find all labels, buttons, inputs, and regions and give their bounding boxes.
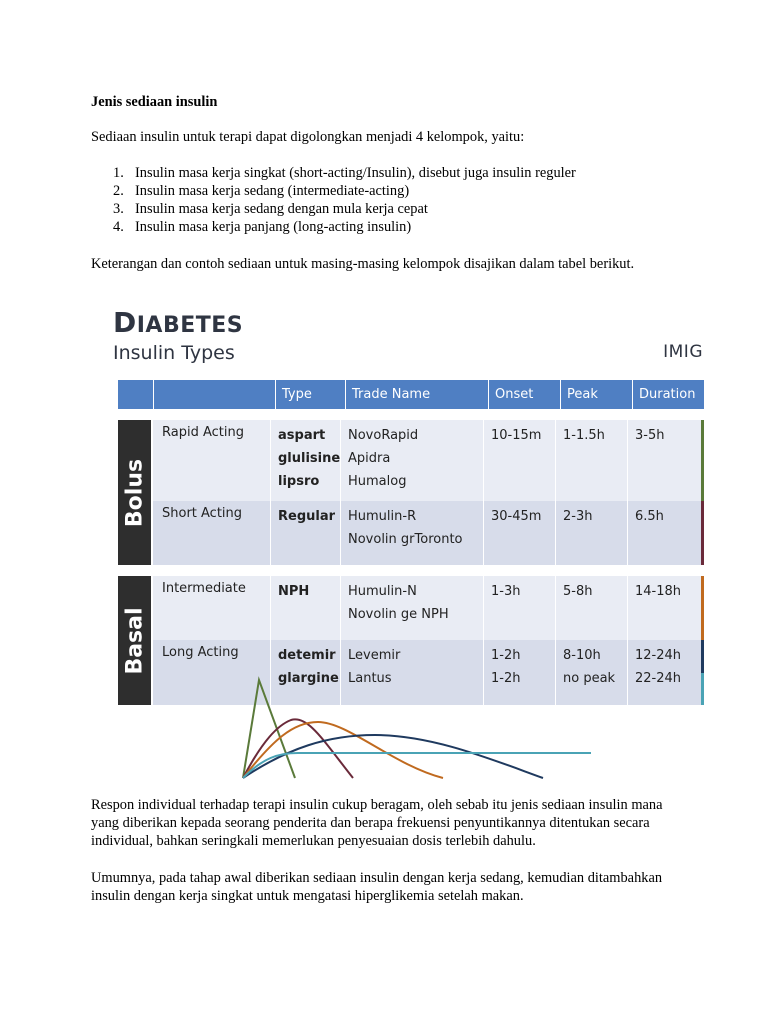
- onset-cell: 30-45m: [483, 501, 555, 565]
- type-cell: aspart glulisine lipsro: [270, 420, 340, 501]
- trade-name-cell: Humulin-R Novolin grToronto: [340, 501, 483, 565]
- brand-logo: IMIG: [663, 342, 703, 362]
- trade-name-cell: Humulin-N Novolin ge NPH: [340, 576, 483, 640]
- infographic-subtitle: Insulin Types: [113, 342, 235, 364]
- group-label-bolus: Bolus: [118, 420, 151, 565]
- type-cell: Regular: [270, 501, 340, 565]
- insulin-action-curves: [113, 300, 713, 782]
- category-cell: Short Acting: [162, 506, 243, 521]
- type-cell: NPH: [270, 576, 340, 640]
- section-heading: Jenis sediaan insulin: [91, 94, 218, 110]
- duration-cell: 3-5h: [627, 420, 704, 501]
- infographic-title: DIABETES: [113, 306, 244, 339]
- duration-cell: 12-24h 22-24h: [627, 640, 704, 705]
- peak-cell: 5-8h: [555, 576, 627, 640]
- header-type: Type: [275, 380, 345, 409]
- glargine-curve: [243, 753, 591, 778]
- category-cell: Long Acting: [162, 645, 239, 660]
- duration-cell: 6.5h: [627, 501, 704, 565]
- list-item: 3. Insulin masa kerja sedang dengan mula kerja cepat: [113, 201, 428, 217]
- type-cell: detemir glargine: [270, 640, 340, 705]
- duration-cell: 14-18h: [627, 576, 704, 640]
- group-label-basal: Basal: [118, 576, 151, 705]
- header-duration: Duration: [632, 380, 704, 409]
- header-trade-name: Trade Name: [345, 380, 488, 409]
- intermediate-curve: [243, 722, 443, 778]
- list-item: 2. Insulin masa kerja sedang (intermediate-acting): [113, 183, 410, 199]
- insulin-group-list: [91, 164, 576, 236]
- peak-cell: 1-1.5h: [555, 420, 627, 501]
- peak-cell: 2-3h: [555, 501, 627, 565]
- body-paragraph-2: Umumnya, pada tahap awal diberikan sediaan insulin dengan kerja sedang, kemudian ditambahkan insulin dengan kerja singkat untuk mengatasi hiperglikemia setelah makan.: [91, 870, 663, 904]
- trade-name-cell: Levemir Lantus: [340, 640, 483, 705]
- trade-name-cell: NovoRapid Apidra Humalog: [340, 420, 483, 501]
- category-cell: Rapid Acting: [162, 425, 244, 440]
- list-item: 4. Insulin masa kerja panjang (long-acting insulin): [113, 219, 412, 235]
- category-cell: Intermediate: [162, 581, 246, 596]
- onset-cell: 10-15m: [483, 420, 555, 501]
- header-peak: Peak: [560, 380, 632, 409]
- onset-cell: 1-3h: [483, 576, 555, 640]
- insulin-types-infographic: [113, 300, 713, 782]
- list-item: 1. Insulin masa kerja singkat (short-acting/Insulin), disebut juga insulin reguler: [113, 165, 576, 181]
- intro-paragraph: Sediaan insulin untuk terapi dapat digolongkan menjadi 4 kelompok, yaitu:: [91, 129, 525, 145]
- onset-cell: 1-2h 1-2h: [483, 640, 555, 705]
- peak-cell: 8-10h no peak: [555, 640, 627, 705]
- table-caption: Keterangan dan contoh sediaan untuk masing-masing kelompok disajikan dalam tabel berikut.: [91, 256, 635, 272]
- header-onset: Onset: [488, 380, 560, 409]
- body-paragraph-1: Respon individual terhadap terapi insulin cukup beragam, oleh sebab itu jenis sediaan insulin mana yang diberikan kepada seorang penderita dan berapa frekuensi penyuntikannya ditentukan secara individual, bahkan seringkali memerlukan penyesuaian dosis terlebih dahulu.: [91, 797, 663, 849]
